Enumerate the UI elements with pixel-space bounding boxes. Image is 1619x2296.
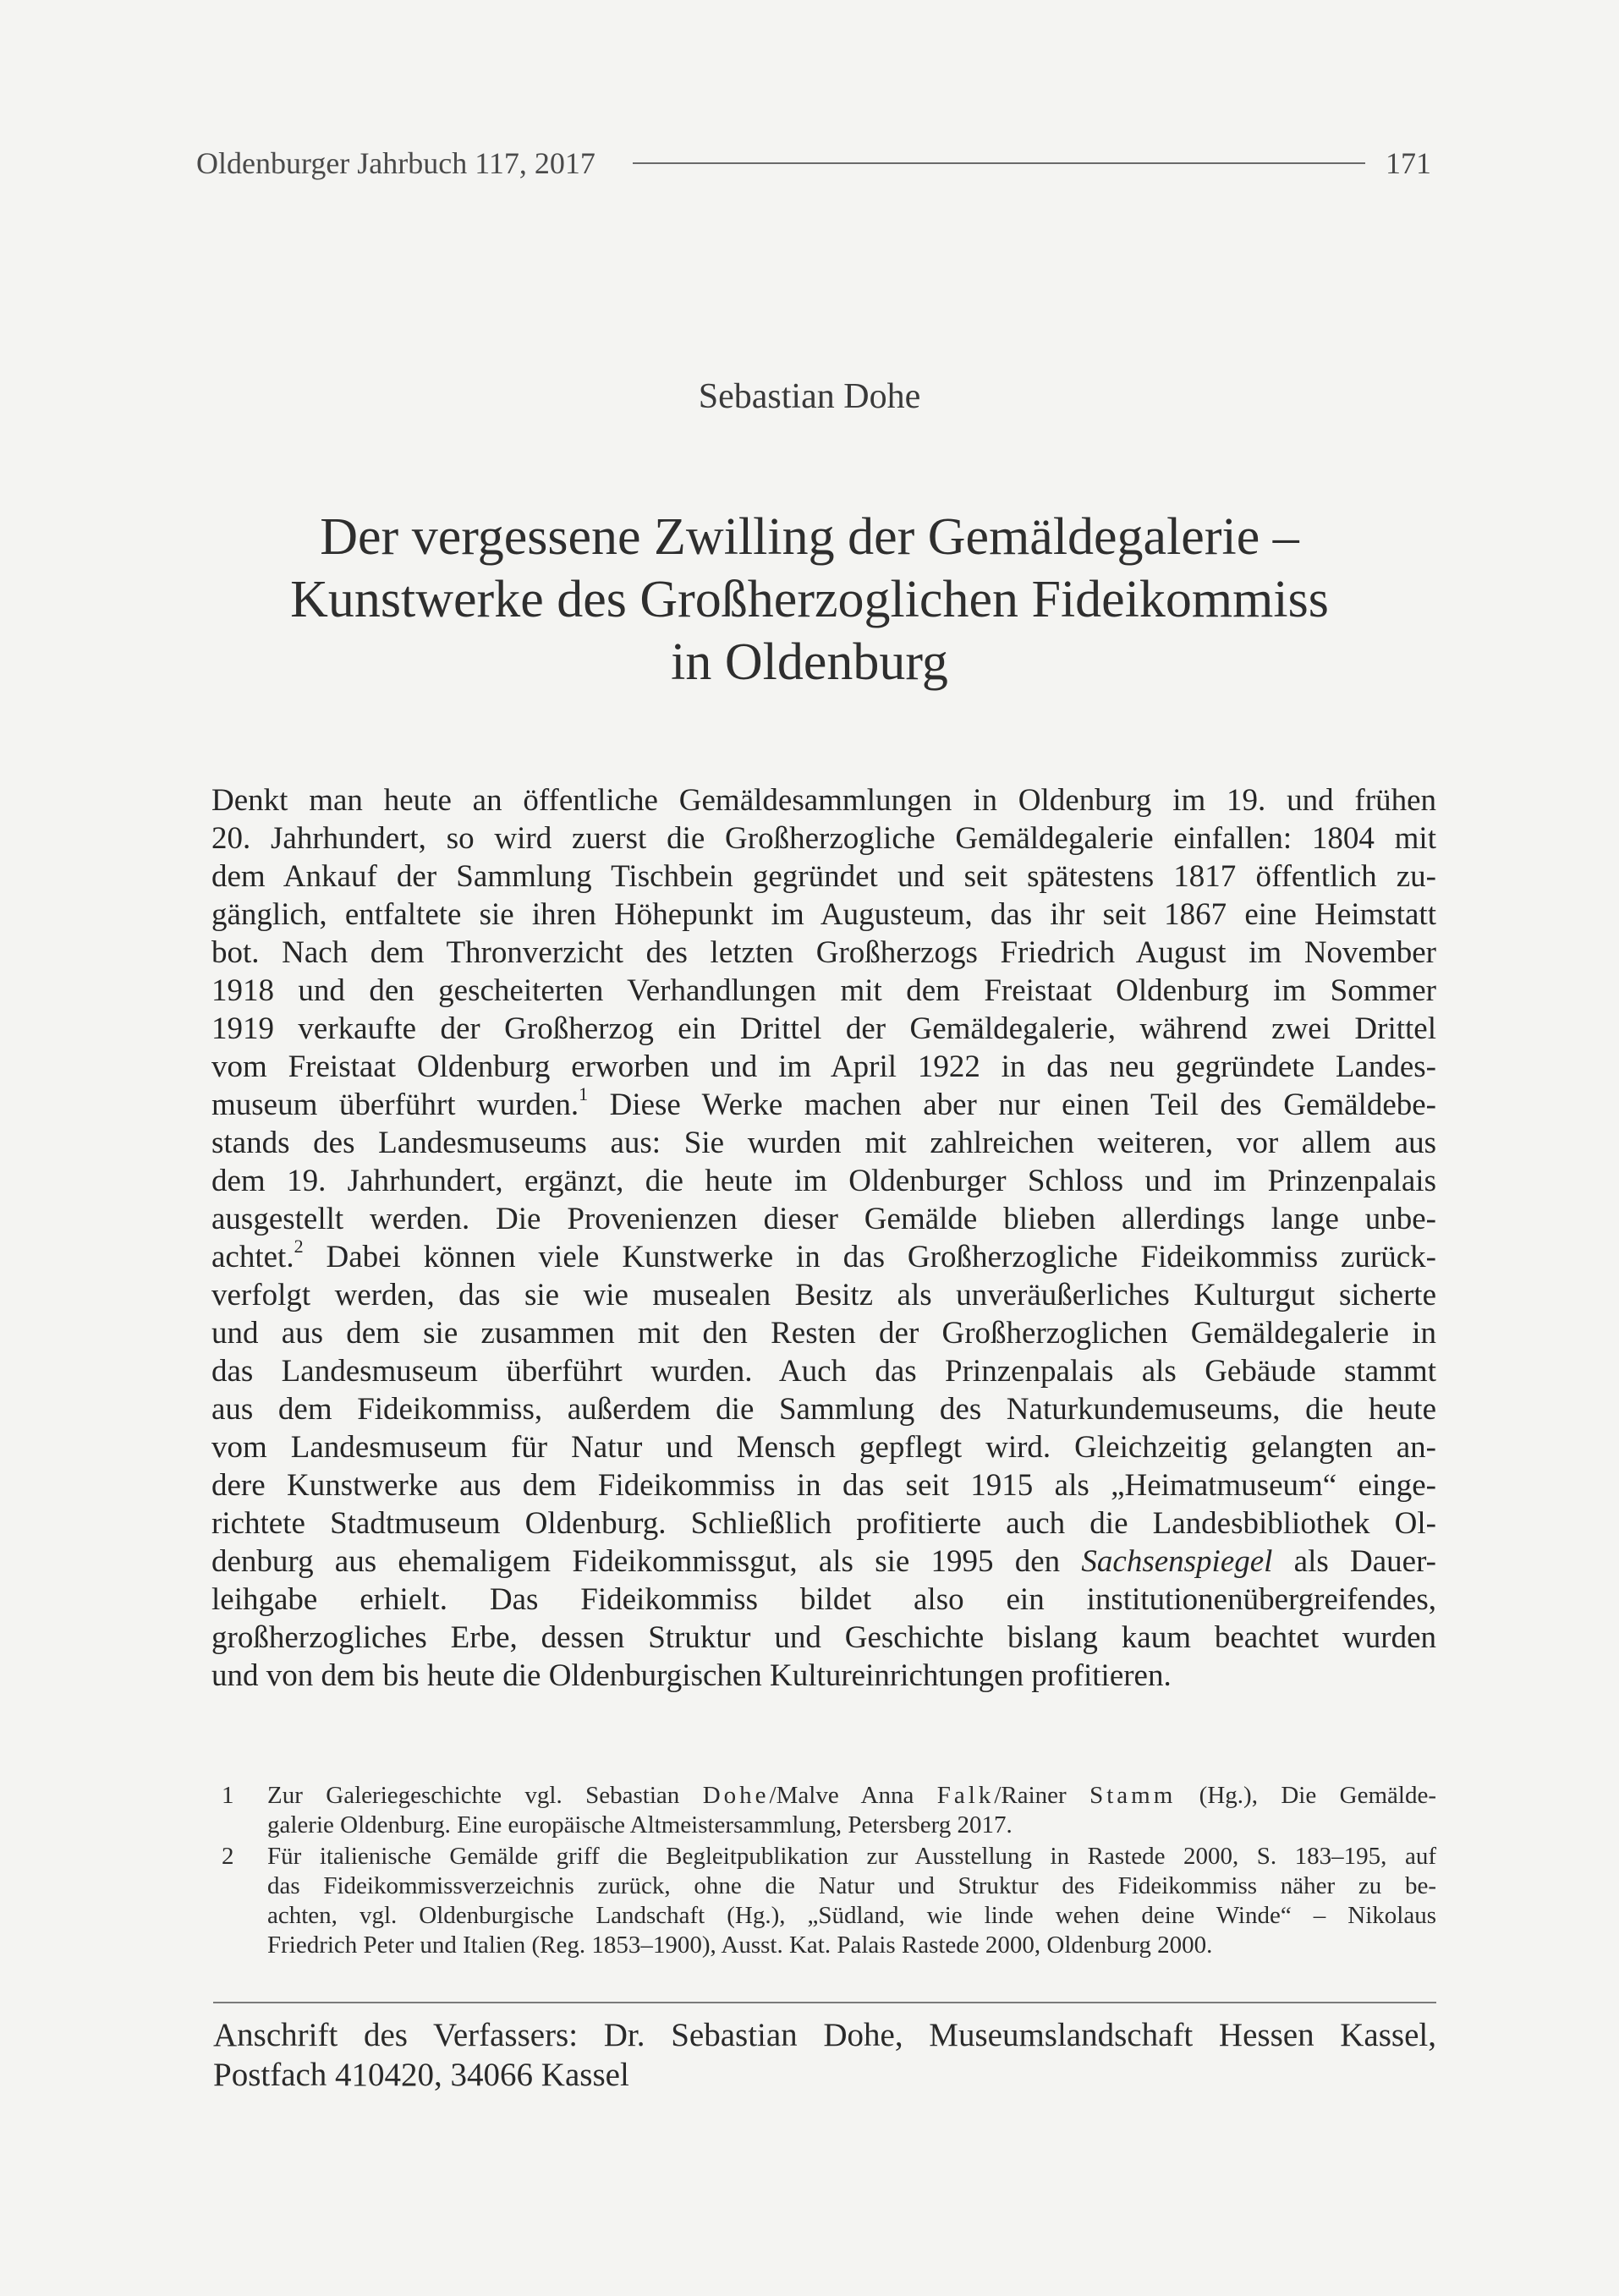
body-line [211, 1543, 1436, 1581]
footnote-ref-2[interactable]: 2 [294, 1235, 304, 1257]
footnote-segment: /Malve Anna [769, 1782, 937, 1809]
footnote-segment: (Hg.), Die Gemälde- [1176, 1782, 1436, 1809]
body-line: dem 19. Jahrhundert, ergänzt, die heute im Oldenburger Schloss und im Prinzenpalais [211, 1164, 1436, 1198]
running-head [196, 142, 1431, 184]
body-line: und aus dem sie zusammen mit den Resten der Großherzoglichen Gemäldegalerie in [211, 1316, 1436, 1351]
address-line: Postfach 410420, 34066 Kassel [213, 2057, 629, 2093]
body-line: verfolgt werden, das sie wie musealen Besitz als unveräußerliches Kulturgut sicherte [211, 1278, 1436, 1312]
footnote-ref-1[interactable]: 1 [579, 1082, 589, 1104]
body-line: bot. Nach dem Thronverzicht des letzten Großherzogs Friedrich August im November [211, 935, 1436, 970]
address-line: Anschrift des Verfassers: Dr. Sebastian Dohe, Museumslandschaft Hessen Kassel, [213, 2017, 1436, 2053]
author-surname: Dohe [702, 1782, 770, 1809]
author-address [213, 2015, 1436, 2095]
body-text-segment: achtet. [211, 1240, 294, 1274]
footnotes [222, 1781, 1436, 1962]
footnote-1 [222, 1781, 1436, 1840]
footnote-line: Für italienische Gemälde griff die Begleitpublikation zur Ausstellung in Rastede 2000, S. 183–195, auf [267, 1843, 1436, 1870]
footnote-segment: /Rainer [994, 1782, 1090, 1809]
title-line-3: in Oldenburg [671, 633, 948, 691]
title-line-1: Der vergessene Zwilling der Gemäldegalerie – [320, 508, 1299, 566]
footer-rule [213, 2002, 1436, 2003]
body-line: dem Ankauf der Sammlung Tischbein gegründet und seit spätestens 1817 öffentlich zu- [211, 859, 1436, 894]
body-line: vom Landesmuseum für Natur und Mensch gepflegt wird. Gleichzeitig gelangten an- [211, 1430, 1436, 1465]
body-line: leihgabe erhielt. Das Fideikommiss bildet also ein institutionenübergreifendes, [211, 1582, 1436, 1617]
body-text-segment: Dabei können viele Kunstwerke in das Großherzogliche Fideikommiss zurück- [303, 1240, 1436, 1274]
body-line [211, 1235, 1436, 1276]
body-line: gänglich, entfaltete sie ihren Höhepunkt im Augusteum, das ihr seit 1867 eine Heimstatt [211, 897, 1436, 932]
title-line-2: Kunstwerke des Großherzoglichen Fideikommiss [290, 571, 1329, 628]
body-line: richtete Stadtmuseum Oldenburg. Schließlich profitierte auch die Landesbibliothek Ol- [211, 1506, 1436, 1541]
footnote-line: Friedrich Peter und Italien (Reg. 1853–1900), Ausst. Kat. Palais Rastede 2000, Oldenburg 2000. [267, 1932, 1213, 1959]
author-surname: Falk [936, 1782, 995, 1809]
body-line: stands des Landesmuseums aus: Sie wurden mit zahlreichen weiteren, vor allem aus [211, 1126, 1436, 1160]
article-title [254, 506, 1365, 693]
body-line: das Landesmuseum überführt wurden. Auch das Prinzenpalais als Gebäude stammt [211, 1354, 1436, 1389]
journal-name: Oldenburger Jahrbuch 117, 2017 [196, 146, 595, 180]
body-text-segment: Diese Werke machen aber nur einen Teil des Gemäldebe- [588, 1088, 1436, 1122]
author-surname: Stamm [1089, 1782, 1177, 1809]
author-name: Sebastian Dohe [698, 377, 921, 416]
body-paragraph [211, 781, 1436, 1695]
body-line: aus dem Fideikommiss, außerdem die Sammlung des Naturkundemuseums, die heute [211, 1392, 1436, 1427]
body-text-segment: museum überführt wurden. [211, 1088, 579, 1122]
footnote-text [267, 1781, 1436, 1840]
footnote-2 [222, 1842, 1436, 1960]
footnote-number: 2 [222, 1843, 234, 1870]
body-line: ausgestellt werden. Die Provenienzen dieser Gemälde blieben allerdings lange unbe- [211, 1202, 1436, 1236]
page-number: 171 [1386, 146, 1431, 180]
footnote-line [267, 1781, 1436, 1811]
footnote-line: galerie Oldenburg. Eine europäische Altmeistersammlung, Petersberg 2017. [267, 1811, 1013, 1838]
body-line: Denkt man heute an öffentliche Gemäldesammlungen in Oldenburg im 19. und frühen [211, 783, 1436, 818]
body-text-segment: als Dauer- [1272, 1544, 1436, 1579]
footnote-segment: Zur Galeriegeschichte vgl. Sebastian [267, 1782, 703, 1809]
body-line: 20. Jahrhundert, so wird zuerst die Großherzogliche Gemäldegalerie einfallen: 1804 mit [211, 821, 1436, 856]
body-line: 1919 verkaufte der Großherzog ein Drittel der Gemäldegalerie, während zwei Drittel [211, 1011, 1436, 1046]
body-text-segment: denburg aus ehemaligem Fideikommissgut, als sie 1995 den [211, 1544, 1082, 1579]
body-line: 1918 und den gescheiterten Verhandlungen mit dem Freistaat Oldenburg im Sommer [211, 973, 1436, 1008]
footnote-line: das Fideikommissverzeichnis zurück, ohne die Natur und Struktur des Fideikommiss näher zu be- [267, 1872, 1436, 1899]
body-line [211, 1082, 1436, 1124]
body-line: großherzogliches Erbe, dessen Struktur und Geschichte bislang kaum beachtet wurden [211, 1620, 1436, 1655]
body-line: und von dem bis heute die Oldenburgischen Kultureinrichtungen profitieren. [211, 1658, 1172, 1693]
footnote-line: achten, vgl. Oldenburgische Landschaft (Hg.), „Südland, wie linde wehen deine Winde“ – Nikolaus [267, 1902, 1436, 1929]
body-line: dere Kunstwerke aus dem Fideikommiss in das seit 1915 als „Heimatmuseum“ einge- [211, 1468, 1436, 1503]
footnote-text [267, 1842, 1436, 1960]
header-rule [633, 162, 1365, 164]
footnote-number: 1 [222, 1782, 234, 1809]
body-line: vom Freistaat Oldenburg erworben und im April 1922 in das neu gegründete Landes- [211, 1049, 1436, 1084]
book-title-sachsenspiegel: Sachsenspiegel [1081, 1544, 1273, 1579]
